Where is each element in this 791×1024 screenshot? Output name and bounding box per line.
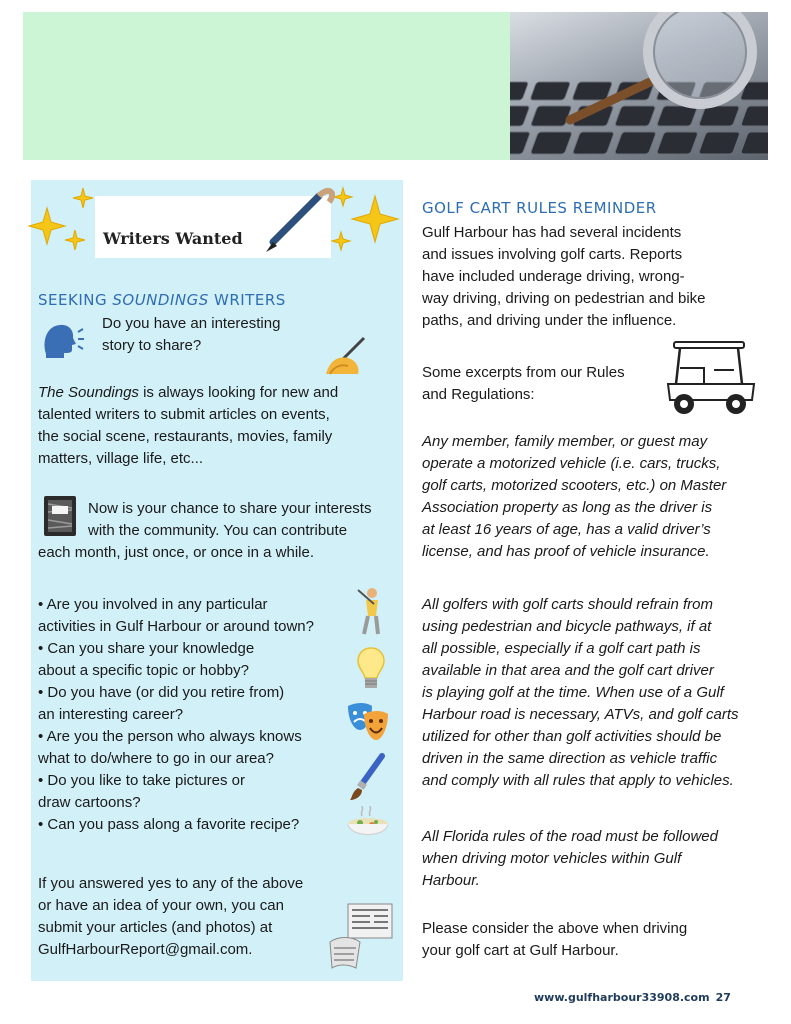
rule3-line-2: when driving motor vehicles within Gulf: [422, 850, 682, 867]
bullet-line-6: an interesting career?: [38, 706, 184, 723]
intro-line-4: matters, village life, etc...: [38, 450, 204, 467]
question-line-2: story to share?: [102, 337, 202, 354]
rule1-line-4: Association property as long as the driver is: [422, 499, 713, 516]
closing-note-line-2: your golf cart at Gulf Harbour.: [422, 942, 619, 959]
keyboard-magnifier-photo: [510, 12, 768, 160]
rule2-line-7: utilized for other than golf activities should be: [422, 728, 722, 745]
rule2-line-2: using pedestrian and bicycle pathways, if at: [422, 618, 712, 635]
magnifying-glass-icon: [570, 12, 752, 120]
golf-cart-heading: GOLF CART RULES REMINDER: [422, 199, 657, 217]
closing-line-3: submit your articles (and photos) at: [38, 919, 273, 936]
golf-cart-icon: [664, 340, 758, 420]
rule2-line-5: is playing golf at the time. When use of a Gulf: [422, 684, 724, 701]
page-number: 27: [715, 991, 731, 1004]
header-banner: [23, 12, 768, 160]
closing-note-line-1: Please consider the above when driving: [422, 920, 688, 937]
bullet-line-5: • Do you have (or did you retire from): [38, 684, 285, 701]
bullet-line-1: • Are you involved in any particular: [38, 596, 268, 613]
rule2-line-3: all possible, especially if a golf cart path is: [422, 640, 701, 657]
rule1-line-1: Any member, family member, or guest may: [422, 433, 708, 450]
rules-intro-line-5: paths, and driving under the influence.: [422, 312, 677, 329]
rule2-line-4: available in that area and the golf cart driver: [422, 662, 714, 679]
newspaper-icon: [326, 902, 396, 972]
chance-line-3: each month, just once, or once in a while.: [38, 544, 314, 561]
closing-line-1: If you answered yes to any of the above: [38, 875, 304, 892]
excerpts-line-1: Some excerpts from our Rules: [422, 364, 625, 381]
bullet-line-7: • Are you the person who always knows: [38, 728, 302, 745]
writing-hand-icon: [324, 334, 370, 376]
rules-intro-line-1: Gulf Harbour has had several incidents: [422, 224, 682, 241]
email-address[interactable]: GulfHarbourReport@gmail.com.: [38, 941, 253, 958]
rule2-line-6: Harbour road is necessary, ATVs, and golf carts: [422, 706, 739, 723]
bullet-line-3: • Can you share your knowledge: [38, 640, 255, 657]
rules-intro-line-2: and issues involving golf carts. Reports: [422, 246, 683, 263]
intro-line-2: talented writers to submit articles on events,: [38, 406, 330, 423]
bullet-line-11: • Can you pass along a favorite recipe?: [38, 816, 300, 833]
paintbrush-icon: [348, 752, 388, 802]
rule1-line-3: golf carts, motorized scooters, etc.) on Master: [422, 477, 727, 494]
rule2-line-8: driven in the same direction as vehicle traffic: [422, 750, 718, 767]
soup-bowl-icon: [346, 806, 390, 846]
question-line-1: Do you have an interesting: [102, 315, 281, 332]
rule3-line-3: Harbour.: [422, 872, 480, 889]
golfer-icon: [352, 586, 388, 636]
closing-line-2: or have an idea of your own, you can: [38, 897, 284, 914]
rules-intro-line-4: way driving, driving on pedestrian and bike: [422, 290, 706, 307]
footer-url[interactable]: www.gulfharbour33908.com: [534, 991, 710, 1004]
bullet-line-8: what to do/where to go in our area?: [38, 750, 274, 767]
rule1-line-5: at least 16 years of age, has a valid driver’s: [422, 521, 711, 538]
chance-line-2: with the community. You can contribute: [88, 522, 348, 539]
writers-wanted-title: Writers Wanted: [103, 229, 243, 248]
rule2-line-9: and comply with all rules that apply to vehicles.: [422, 772, 734, 789]
writers-wanted-banner: [23, 182, 403, 264]
chance-line-1: Now is your chance to share your interests: [88, 500, 372, 517]
intro-line-3: the social scene, restaurants, movies, family: [38, 428, 333, 445]
bullet-line-2: activities in Gulf Harbour or around town?: [38, 618, 314, 635]
rule1-line-2: operate a motorized vehicle (i.e. cars, trucks,: [422, 455, 721, 472]
rule2-line-1: All golfers with golf carts should refrain from: [422, 596, 713, 613]
bullet-line-9: • Do you like to take pictures or: [38, 772, 246, 789]
rule1-line-6: license, and has proof of vehicle insurance.: [422, 543, 710, 560]
theater-masks-icon: [346, 700, 390, 744]
page-footer: [534, 991, 731, 1004]
bullet-line-10: draw cartoons?: [38, 794, 141, 811]
intro-line-1: The Soundings is always looking for new and: [38, 384, 339, 401]
rules-intro-line-3: have included underage driving, wrong-: [422, 268, 685, 285]
excerpts-line-2: and Regulations:: [422, 386, 535, 403]
notebook-icon: [40, 494, 80, 538]
bullet-line-4: about a specific topic or hobby?: [38, 662, 249, 679]
seeking-writers-heading: SEEKING SOUNDINGS WRITERS: [38, 291, 286, 309]
speaking-head-icon: [40, 320, 84, 360]
light-bulb-icon: [356, 646, 386, 692]
rule3-line-1: All Florida rules of the road must be followed: [422, 828, 718, 845]
